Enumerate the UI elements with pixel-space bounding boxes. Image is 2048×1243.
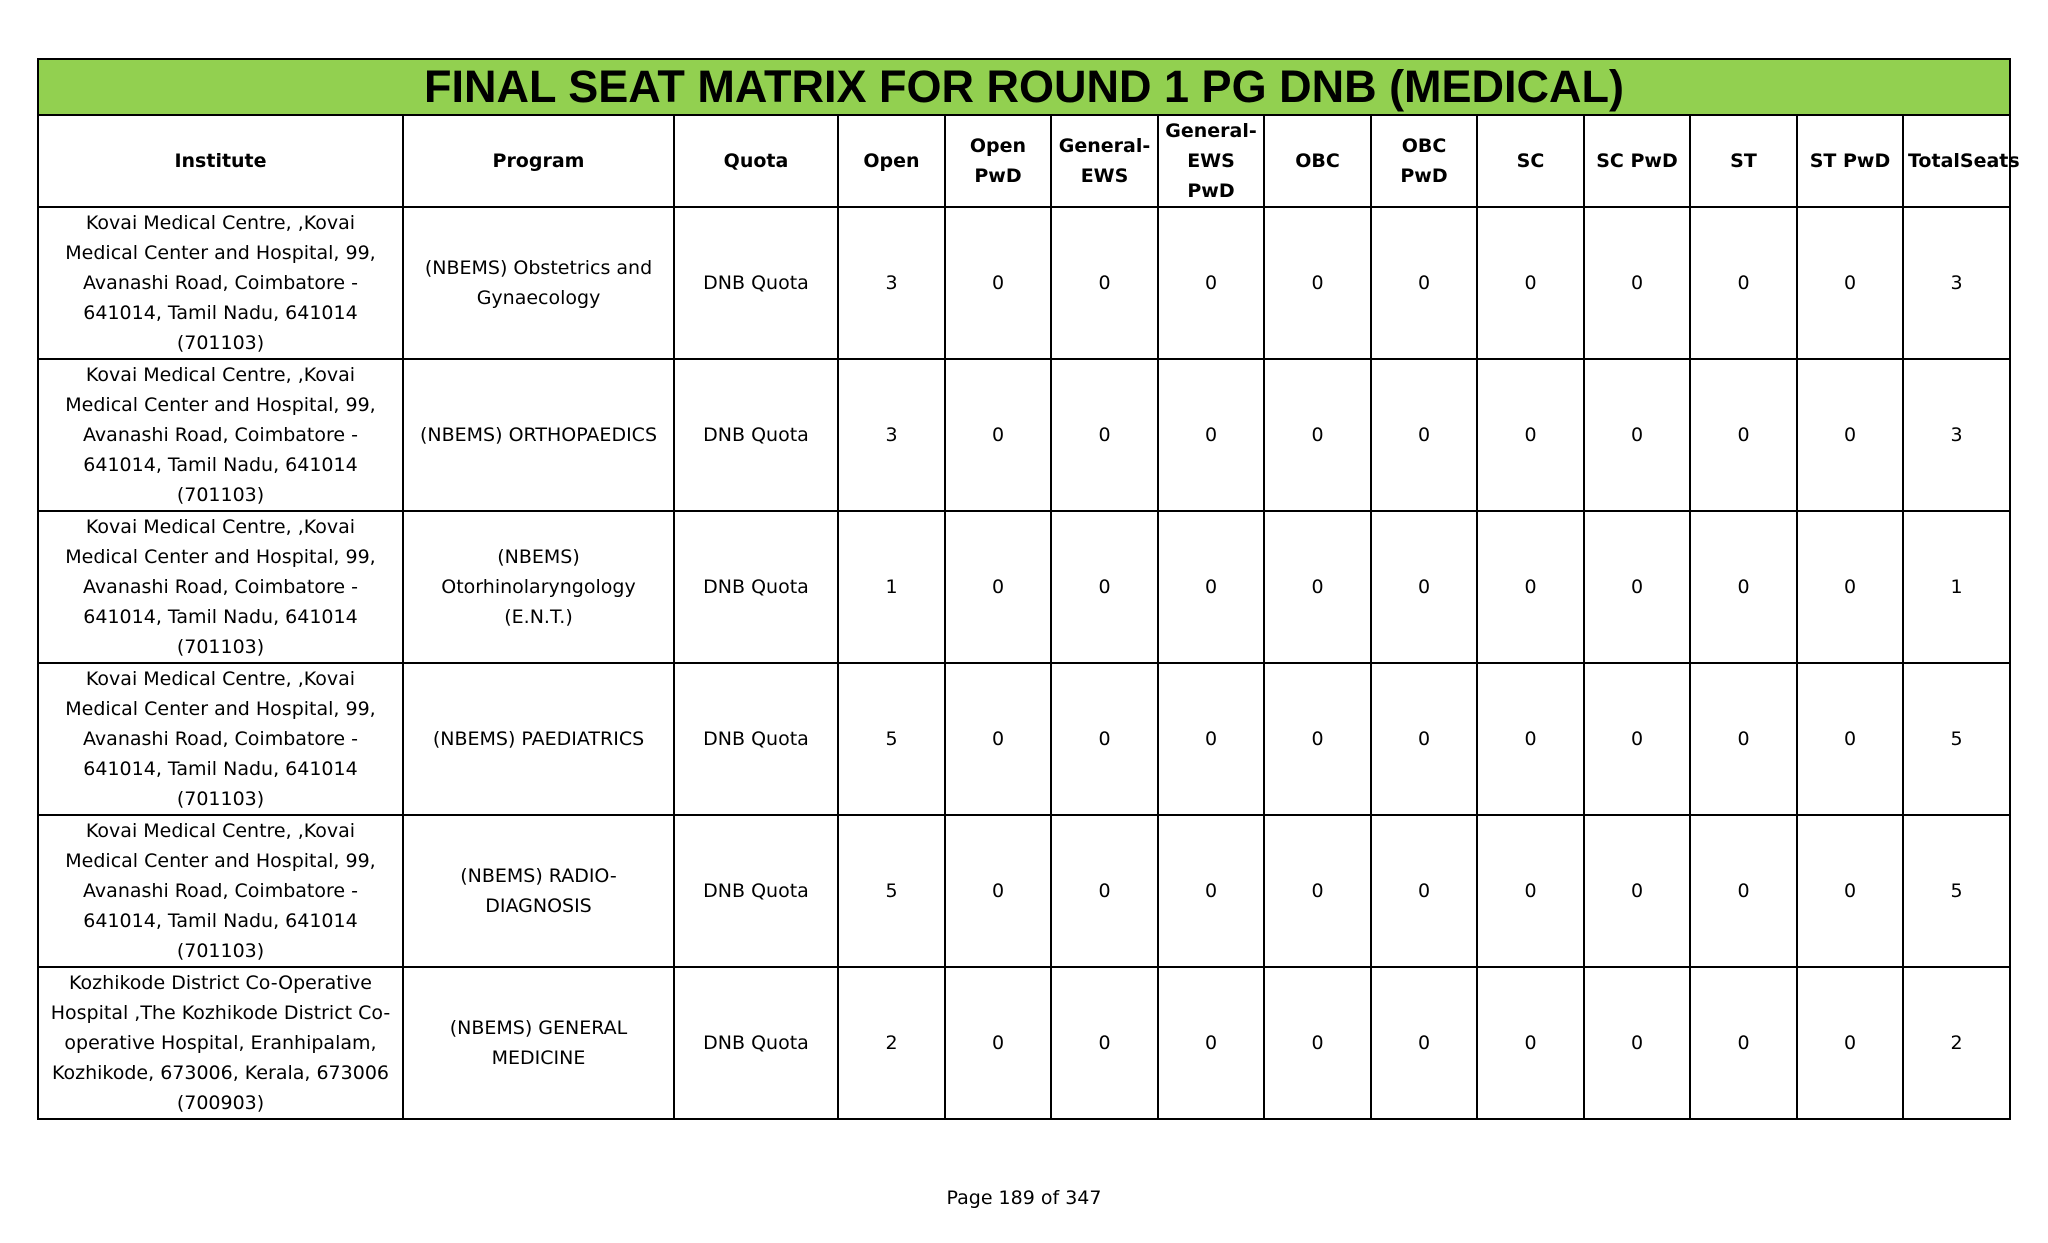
program-cell: (NBEMS) Obstetrics and Gynaecology bbox=[403, 207, 674, 359]
institute-cell: Kovai Medical Centre, ,Kovai Medical Center and Hospital, 99, Avanashi Road, Coimbatore - 641014, Tamil Nadu, 641014 (701103) bbox=[38, 663, 403, 815]
sc-pwd-cell: 0 bbox=[1584, 359, 1690, 511]
st-cell: 0 bbox=[1690, 359, 1797, 511]
open-cell: 2 bbox=[838, 967, 945, 1119]
program-cell: (NBEMS) ORTHOPAEDICS bbox=[403, 359, 674, 511]
general-ews-pwd-cell: 0 bbox=[1158, 663, 1264, 815]
open-cell: 3 bbox=[838, 207, 945, 359]
st-pwd-cell: 0 bbox=[1797, 663, 1903, 815]
table-row bbox=[38, 815, 2010, 967]
obc-cell: 0 bbox=[1264, 815, 1371, 967]
st-cell: 0 bbox=[1690, 815, 1797, 967]
quota-cell: DNB Quota bbox=[674, 511, 838, 663]
open-pwd-cell: 0 bbox=[945, 207, 1051, 359]
obc-cell: 0 bbox=[1264, 207, 1371, 359]
general-ews-pwd-cell: 0 bbox=[1158, 359, 1264, 511]
seat-matrix-table bbox=[37, 58, 2020, 1120]
header-st-pwd: ST PwD bbox=[1797, 115, 1903, 207]
quota-cell: DNB Quota bbox=[674, 663, 838, 815]
general-ews-pwd-cell: 0 bbox=[1158, 511, 1264, 663]
open-cell: 3 bbox=[838, 359, 945, 511]
quota-cell: DNB Quota bbox=[674, 815, 838, 967]
st-cell: 0 bbox=[1690, 511, 1797, 663]
header-obc: OBC bbox=[1264, 115, 1371, 207]
institute-cell: Kovai Medical Centre, ,Kovai Medical Center and Hospital, 99, Avanashi Road, Coimbatore - 641014, Tamil Nadu, 641014 (701103) bbox=[38, 207, 403, 359]
open-pwd-cell: 0 bbox=[945, 511, 1051, 663]
total-seats-cell: 2 bbox=[1903, 967, 2010, 1119]
institute-cell: Kozhikode District Co-Operative Hospital ,The Kozhikode District Co-operative Hospital, Eranhipalam, Kozhikode, 673006, Kerala, 673006 (700903) bbox=[38, 967, 403, 1119]
program-cell: (NBEMS) RADIO-DIAGNOSIS bbox=[403, 815, 674, 967]
obc-pwd-cell: 0 bbox=[1371, 815, 1477, 967]
open-pwd-cell: 0 bbox=[945, 663, 1051, 815]
st-cell: 0 bbox=[1690, 967, 1797, 1119]
general-ews-pwd-cell: 0 bbox=[1158, 967, 1264, 1119]
header-general-ews: General-EWS bbox=[1051, 115, 1158, 207]
st-pwd-cell: 0 bbox=[1797, 511, 1903, 663]
total-seats-cell: 1 bbox=[1903, 511, 2010, 663]
table-body bbox=[38, 207, 2010, 1119]
page-number: Page 189 of 347 bbox=[946, 1187, 1102, 1209]
obc-cell: 0 bbox=[1264, 663, 1371, 815]
st-pwd-cell: 0 bbox=[1797, 207, 1903, 359]
sc-cell: 0 bbox=[1477, 663, 1584, 815]
st-cell: 0 bbox=[1690, 207, 1797, 359]
sc-pwd-cell: 0 bbox=[1584, 511, 1690, 663]
obc-pwd-cell: 0 bbox=[1371, 359, 1477, 511]
total-seats-cell: 5 bbox=[1903, 663, 2010, 815]
open-pwd-cell: 0 bbox=[945, 815, 1051, 967]
header-program: Program bbox=[403, 115, 674, 207]
table-row bbox=[38, 511, 2010, 663]
header-obc-pwd: OBC PwD bbox=[1371, 115, 1477, 207]
general-ews-pwd-cell: 0 bbox=[1158, 207, 1264, 359]
obc-cell: 0 bbox=[1264, 967, 1371, 1119]
sc-cell: 0 bbox=[1477, 967, 1584, 1119]
general-ews-cell: 0 bbox=[1051, 967, 1158, 1119]
sc-pwd-cell: 0 bbox=[1584, 815, 1690, 967]
quota-cell: DNB Quota bbox=[674, 967, 838, 1119]
sc-pwd-cell: 0 bbox=[1584, 663, 1690, 815]
st-cell: 0 bbox=[1690, 663, 1797, 815]
obc-pwd-cell: 0 bbox=[1371, 207, 1477, 359]
st-pwd-cell: 0 bbox=[1797, 815, 1903, 967]
general-ews-cell: 0 bbox=[1051, 815, 1158, 967]
open-cell: 5 bbox=[838, 663, 945, 815]
st-pwd-cell: 0 bbox=[1797, 359, 1903, 511]
general-ews-cell: 0 bbox=[1051, 359, 1158, 511]
seat-matrix-sheet bbox=[37, 58, 2020, 1120]
header-total-seats: TotalSeats bbox=[1903, 115, 2010, 207]
header-open: Open bbox=[838, 115, 945, 207]
header-quota: Quota bbox=[674, 115, 838, 207]
sc-cell: 0 bbox=[1477, 359, 1584, 511]
column-header-row bbox=[38, 115, 2010, 207]
total-seats-cell: 3 bbox=[1903, 359, 2010, 511]
total-seats-cell: 3 bbox=[1903, 207, 2010, 359]
obc-pwd-cell: 0 bbox=[1371, 663, 1477, 815]
total-seats-cell: 5 bbox=[1903, 815, 2010, 967]
header-sc: SC bbox=[1477, 115, 1584, 207]
sc-cell: 0 bbox=[1477, 815, 1584, 967]
sc-cell: 0 bbox=[1477, 511, 1584, 663]
institute-cell: Kovai Medical Centre, ,Kovai Medical Center and Hospital, 99, Avanashi Road, Coimbatore - 641014, Tamil Nadu, 641014 (701103) bbox=[38, 359, 403, 511]
header-st: ST bbox=[1690, 115, 1797, 207]
page-title: FINAL SEAT MATRIX FOR ROUND 1 PG DNB (MEDICAL) bbox=[38, 59, 2010, 115]
program-cell: (NBEMS) PAEDIATRICS bbox=[403, 663, 674, 815]
open-pwd-cell: 0 bbox=[945, 967, 1051, 1119]
st-pwd-cell: 0 bbox=[1797, 967, 1903, 1119]
header-sc-pwd: SC PwD bbox=[1584, 115, 1690, 207]
table-row bbox=[38, 967, 2010, 1119]
table-row bbox=[38, 663, 2010, 815]
open-cell: 1 bbox=[838, 511, 945, 663]
sc-pwd-cell: 0 bbox=[1584, 207, 1690, 359]
open-cell: 5 bbox=[838, 815, 945, 967]
quota-cell: DNB Quota bbox=[674, 359, 838, 511]
obc-cell: 0 bbox=[1264, 511, 1371, 663]
program-cell: (NBEMS) GENERAL MEDICINE bbox=[403, 967, 674, 1119]
general-ews-cell: 0 bbox=[1051, 207, 1158, 359]
sc-pwd-cell: 0 bbox=[1584, 967, 1690, 1119]
general-ews-cell: 0 bbox=[1051, 663, 1158, 815]
sc-cell: 0 bbox=[1477, 207, 1584, 359]
obc-pwd-cell: 0 bbox=[1371, 967, 1477, 1119]
table-row bbox=[38, 359, 2010, 511]
header-institute: Institute bbox=[38, 115, 403, 207]
program-cell: (NBEMS) Otorhinolaryngology (E.N.T.) bbox=[403, 511, 674, 663]
quota-cell: DNB Quota bbox=[674, 207, 838, 359]
obc-pwd-cell: 0 bbox=[1371, 511, 1477, 663]
open-pwd-cell: 0 bbox=[945, 359, 1051, 511]
obc-cell: 0 bbox=[1264, 359, 1371, 511]
general-ews-pwd-cell: 0 bbox=[1158, 815, 1264, 967]
title-row bbox=[38, 59, 2010, 115]
institute-cell: Kovai Medical Centre, ,Kovai Medical Center and Hospital, 99, Avanashi Road, Coimbatore - 641014, Tamil Nadu, 641014 (701103) bbox=[38, 511, 403, 663]
table-row bbox=[38, 207, 2010, 359]
institute-cell: Kovai Medical Centre, ,Kovai Medical Center and Hospital, 99, Avanashi Road, Coimbatore - 641014, Tamil Nadu, 641014 (701103) bbox=[38, 815, 403, 967]
general-ews-cell: 0 bbox=[1051, 511, 1158, 663]
header-open-pwd: Open PwD bbox=[945, 115, 1051, 207]
header-general-ews-pwd: General-EWS PwD bbox=[1158, 115, 1264, 207]
